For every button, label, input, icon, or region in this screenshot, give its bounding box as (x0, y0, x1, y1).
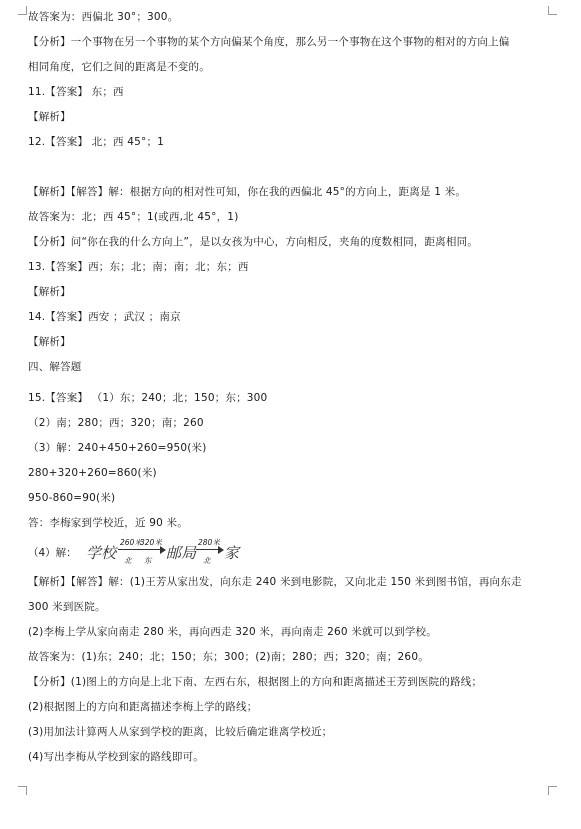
route-seg1-dist1: 260米 (120, 538, 142, 547)
text-line: 300 米到医院。 (28, 601, 106, 613)
text-line: 【分析】一个事物在另一个事物的某个方向偏某个角度，那么另一个事物在这个事物的相对的方向上偏 (28, 36, 510, 48)
route-school: 学校 (86, 544, 117, 562)
analysis-label: 【解析】 (28, 336, 71, 348)
route-arrow (118, 549, 160, 550)
text-line: 【解析】【解答】解：根据方向的相对性可知，你在我的西偏北 45°的方向上，距离是 1 米。 (28, 186, 467, 198)
text-line: （2）南；280；西；320；南；260 (28, 417, 204, 429)
route-prefix: （4）解： (28, 547, 77, 559)
text-line: 故答案为：(1)东；240；北；150；东；300；(2)南；280；西；320；南；260。 (28, 651, 429, 663)
text-line: 【分析】问“你在我的什么方向上”，是以女孩为中心，方向相反，夹角的度数相同，距离相同。 (28, 236, 478, 248)
page-corner-mark (18, 786, 27, 795)
analysis-label: 【解析】 (28, 286, 71, 298)
text-line: 【分析】(1)图上的方向是上北下南、左西右东，根据图上的方向和距离描述王芳到医院的路线； (28, 676, 483, 688)
text-line: 相同角度，它们之间的距离是不变的。 (28, 61, 210, 73)
answer-line: 11.【答案】 东；西 (28, 86, 124, 98)
section-heading: 四、解答题 (28, 361, 82, 373)
answer-line: 13.【答案】西；东；北；南；南；北；东；西 (28, 261, 249, 273)
text-line: (2)根据图上的方向和距离描述李梅上学的路线； (28, 701, 258, 713)
text-line: (3)用加法计算两人从家到学校的距离，比较后确定谁离学校近； (28, 726, 333, 738)
text-line: 故答案为：北；西 45°；1(或西,北 45°，1) (28, 211, 239, 223)
text-line: 故答案为：西偏北 30°；300。 (28, 11, 179, 23)
route-seg1-dir1: 北 (124, 556, 132, 565)
text-line: 答：李梅家到学校近，近 90 米。 (28, 517, 188, 529)
text-line: 280+320+260=860(米) (28, 467, 157, 479)
route-seg2-dist: 280米 (198, 538, 220, 547)
route-seg1-dist2: 320米 (140, 538, 162, 547)
text-line: 950-860=90(米) (28, 492, 116, 504)
answer-line: 15.【答案】 （1）东；240；北；150；东；300 (28, 392, 268, 404)
route-arrow (196, 549, 218, 550)
route-post-office: 邮局 (166, 544, 197, 562)
text-line: 【解析】【解答】解：(1)王芳从家出发，向东走 240 米到电影院，又向北走 150 米到图书馆，再向东走 (28, 576, 522, 588)
page-corner-mark (548, 786, 557, 795)
text-line: (2)李梅上学从家向南走 280 米，再向西走 320 米，再向南走 260 米就可以到学校。 (28, 626, 437, 638)
page-corner-mark (18, 6, 27, 15)
route-seg1-dir2: 东 (144, 556, 152, 565)
route-diagram (28, 537, 288, 567)
answer-line: 12.【答案】 北；西 45°；1 (28, 136, 165, 148)
route-seg2-dir: 北 (203, 556, 211, 565)
page-corner-mark (548, 6, 557, 15)
answer-line: 14.【答案】西安 ；武汉 ；南京 (28, 311, 181, 323)
analysis-label: 【解析】 (28, 111, 71, 123)
text-line: (4)写出李梅从学校到家的路线即可。 (28, 751, 204, 763)
route-home: 家 (224, 544, 240, 562)
text-line: （3）解：240+450+260=950(米) (28, 442, 207, 454)
